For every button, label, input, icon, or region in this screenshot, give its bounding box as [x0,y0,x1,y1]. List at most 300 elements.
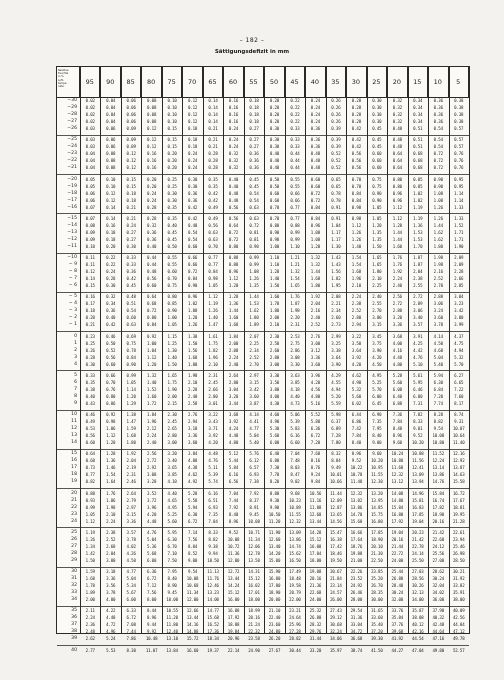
value-cell: 1.87 [413,255,423,260]
value-cell: 1.90 [454,243,464,249]
value-cell: 20.16 [432,518,445,524]
value-cell: 8.82 [208,536,218,542]
value-cell: 1.12 [228,276,239,282]
value-cell: 0.24 [147,190,157,196]
value-cell: 1.04 [331,222,341,228]
value-cell: 0.48 [392,137,402,143]
temperature-cell: 13 [71,433,77,439]
value-cell: 2.31 [126,472,136,478]
value-cell: 4.40 [167,490,177,496]
value-cell: 1.60 [147,393,157,399]
value-cell: 2.97 [249,372,259,378]
value-cell: 0.40 [269,165,280,171]
value-cell: 14.77 [207,608,219,614]
value-cell: 0.55 [290,176,300,182]
value-cell: 1.35 [372,236,382,242]
temperature-cell: 28 [71,550,77,556]
value-cell: 13.86 [350,504,363,510]
value-cell: 6.80 [413,393,423,399]
value-cell: 0.39 [331,144,341,150]
value-cell: 10.00 [166,597,178,603]
value-cell: 0.36 [147,236,157,242]
value-cell: 24.00 [391,557,404,563]
value-cell: 0.12 [85,269,95,275]
value-cell: 5.74 [208,479,218,485]
column-header-5: 5 [449,67,469,97]
value-cell: 8.91 [249,504,259,510]
temperature-cell: −20 [67,176,77,182]
value-cell: 0.72 [187,269,198,275]
value-cell: 39.30 [371,636,383,642]
value-cell: 0.63 [249,204,259,210]
value-cell: 0.64 [392,158,402,164]
value-cell: 30.24 [432,576,445,582]
value-cell: 35.91 [452,590,465,596]
temperature-cell: 29 [71,557,77,563]
value-cell: 0.36 [106,308,116,314]
value-cell: 3.40 [167,458,177,464]
value-cell: 2.24 [147,433,157,439]
value-cell: 23.85 [371,569,383,574]
value-cell: 1.92 [392,269,402,275]
value-cell: 2.99 [331,333,341,339]
value-cell: 2.76 [187,412,198,417]
value-cell: 0.98 [351,204,362,210]
temperature-cell: 2 [74,347,77,353]
value-cell: 0.28 [351,119,362,125]
value-cell: 2.10 [187,379,198,385]
value-cell: 9.84 [310,479,321,485]
value-cell: 12.09 [330,497,342,503]
value-cell: 2.15 [167,400,177,406]
value-cell: 0.84 [187,276,198,282]
value-cell: 1.10 [290,243,300,249]
value-cell: 11.20 [268,518,281,524]
value-cell: 1.61 [208,333,218,339]
value-cell: 0.81 [249,229,259,235]
value-cell: 1.70 [269,301,280,307]
value-cell: 0.56 [351,158,362,164]
value-cell: 3.45 [372,333,382,339]
value-cell: 0.84 [310,215,321,221]
value-cell: 0.60 [167,269,177,275]
value-cell: 6.36 [310,426,321,432]
value-cell: 19.58 [289,583,301,589]
value-cell: 1.65 [372,255,382,260]
value-cell: 0.06 [85,190,95,196]
value-cell: 0.36 [147,229,157,235]
value-cell: 9.54 [187,569,198,574]
value-cell: 1.20 [269,269,280,275]
value-cell: 2.25 [249,340,259,346]
value-cell: 0.76 [454,165,464,171]
value-cell: 0.84 [310,204,321,210]
value-cell: 2.76 [310,333,321,339]
value-cell: 9.24 [310,472,321,478]
value-cell: 0.78 [331,190,341,196]
value-cell: 2.24 [351,294,362,300]
value-cell: 14.16 [186,622,199,628]
value-cell: 40.09 [452,608,465,614]
value-cell: 30.21 [452,569,465,574]
stub-header-line: Luft- [58,78,64,82]
value-cell: 38.08 [412,615,424,621]
value-cell: 2.21 [331,301,341,307]
value-cell: 0.32 [392,98,402,103]
value-cell: 1.70 [413,243,423,249]
value-cell: 25.96 [289,622,301,628]
value-cell: 3.65 [167,465,177,471]
value-cell: 0.24 [147,197,157,203]
value-cell: 0.28 [208,158,218,164]
value-cell: 0.22 [290,112,300,118]
value-cell: 0.52 [331,158,341,164]
value-cell: 0.08 [85,222,95,228]
value-cell: 35.84 [391,615,404,621]
value-cell: 14.00 [207,597,219,603]
value-cell: 0.08 [106,165,116,171]
value-cell: 8.52 [187,550,198,556]
value-cell: 8.74 [454,412,464,417]
value-cell: 3.60 [433,315,443,321]
value-cell: 1.25 [167,340,177,346]
value-cell: 1.40 [147,379,157,385]
temperature-cell: 7 [74,386,77,392]
value-cell: 2.10 [208,361,218,367]
value-cell: 1.40 [269,276,280,282]
value-cell: 2.64 [126,490,136,496]
value-cell: 0.93 [85,497,95,503]
value-cell: 3.64 [351,347,362,353]
temperature-cell: − 8 [68,269,77,275]
temperature-cell: 18 [71,472,77,478]
value-cell: 0.08 [147,98,157,103]
value-cell: 44.64 [432,629,445,635]
value-cell: 0.18 [106,229,116,235]
value-cell: 1.56 [331,269,341,275]
value-cell: 10.20 [412,440,424,446]
value-cell: 0.26 [331,98,341,103]
value-cell: 32.24 [330,629,342,635]
value-cell: 0.78 [126,347,136,353]
column-rule [203,67,204,633]
value-cell: 9.90 [269,504,280,510]
column-rule [408,67,409,633]
value-cell: 2.09 [454,255,464,260]
value-cell: 1.68 [85,576,95,582]
temperature-cell: −18 [67,190,77,196]
value-cell: 0.18 [85,308,95,314]
temperature-cell: − 5 [68,294,77,300]
value-cell: 1.92 [310,294,321,300]
value-cell: 1.12 [106,433,116,439]
value-cell: 0.90 [269,229,280,235]
value-cell: 2.80 [269,354,280,360]
value-cell: 2.34 [249,347,259,353]
value-cell: 4.60 [269,412,280,417]
value-cell: 2.38 [413,276,423,282]
value-cell: 15.58 [452,479,465,485]
value-cell: 13.84 [166,647,178,653]
value-cell: 17.42 [330,543,342,549]
value-cell: 0.84 [351,197,362,203]
value-cell: 41.50 [371,647,383,653]
value-cell: 15.72 [186,636,199,642]
value-cell: 2.80 [351,315,362,321]
value-cell: 0.18 [106,236,116,242]
temperature-cell: − 7 [68,276,77,282]
value-cell: 0.35 [167,215,177,221]
value-cell: 1.78 [85,583,95,589]
value-cell: 7.10 [167,550,177,556]
value-cell: 0.30 [372,98,382,103]
value-cell: 0.65 [331,176,341,182]
value-cell: 5.60 [269,433,280,439]
value-cell: 1.68 [310,276,321,282]
value-cell: 23.60 [268,622,281,628]
value-cell: 0.02 [85,105,95,111]
column-rule [346,67,347,633]
value-cell: 17.36 [207,629,219,635]
value-cell: 4.40 [290,393,300,399]
value-cell: 0.39 [331,137,341,143]
value-cell: 30.00 [371,597,383,603]
value-cell: 47.16 [432,636,445,642]
value-cell: 16.66 [350,529,363,535]
value-cell: 0.35 [167,204,177,210]
value-cell: 9.38 [208,543,218,549]
value-cell: 1.35 [249,283,259,289]
value-cell: 49.80 [432,647,445,653]
value-cell: 6.44 [351,412,362,417]
value-cell: 0.68 [413,158,423,164]
value-cell: 11.20 [166,615,178,621]
value-cell: 11.80 [166,622,178,628]
value-cell: 31.44 [309,636,322,642]
value-cell: 22.00 [289,597,301,603]
value-cell: 2.60 [269,347,280,353]
value-cell: 26.46 [350,590,363,596]
value-cell: 0.60 [310,183,321,189]
value-cell: 0.12 [147,126,157,132]
value-cell: 0.88 [228,262,239,268]
value-cell: 13.50 [248,557,260,563]
value-cell: 0.30 [372,119,382,125]
temperature-cell: − 2 [68,315,77,321]
value-cell: 12.40 [166,629,178,635]
value-cell: 2.70 [249,361,259,367]
value-cell: 18.99 [248,608,260,614]
value-cell: 1.44 [249,294,259,300]
value-cell: 0.92 [106,412,116,417]
value-cell: 1.05 [372,204,382,210]
value-cell: 1.21 [290,262,300,268]
value-cell: 2.52 [310,322,321,328]
value-cell: 8.04 [187,543,198,549]
value-cell: 0.36 [310,137,321,143]
value-cell: 0.32 [228,165,239,171]
value-cell: 0.22 [290,98,300,103]
value-cell: 11.34 [248,536,260,542]
value-cell: 5.04 [433,354,443,360]
value-cell: 9.01 [413,426,423,432]
value-cell: 30.26 [412,583,424,589]
value-cell: 7.35 [208,511,218,517]
value-cell: 0.51 [413,144,423,150]
value-cell: 0.56 [351,165,362,171]
value-cell: 0.55 [290,183,300,189]
value-cell: 2.40 [310,315,321,321]
value-cell: 0.75 [372,183,382,189]
value-cell: 21.44 [391,543,404,549]
value-cell: 9.92 [147,629,157,635]
value-cell: 17.92 [391,518,404,524]
value-cell: 0.60 [310,176,321,182]
value-cell: 0.45 [126,283,136,289]
value-cell: 0.57 [454,126,464,132]
temperature-cell: −15 [67,215,77,221]
value-cell: 16.08 [309,543,322,549]
column-header-20: 20 [387,67,407,97]
value-cell: 4.14 [249,412,259,417]
value-cell: 1.12 [85,518,95,524]
value-cell: 0.12 [106,190,116,196]
stub-header-line: tempe- [58,81,68,85]
value-cell: 31.36 [350,615,363,621]
value-cell: 0.21 [85,322,95,328]
value-cell: 24.64 [289,615,301,621]
value-cell: 0.72 [249,222,259,228]
value-cell: 47.04 [412,647,424,653]
value-cell: 0.38 [454,119,464,125]
value-cell: 9.00 [187,557,198,563]
value-cell: 14.96 [412,490,424,496]
value-cell: 28.62 [432,569,445,574]
value-cell: 6.65 [454,379,464,385]
value-cell: 0.24 [310,112,321,118]
value-cell: 0.27 [249,126,259,132]
value-cell: 10.64 [452,433,465,439]
stub-header-line: Feuchte [58,72,69,76]
value-cell: 11.90 [268,529,281,535]
value-cell: 1.50 [372,243,382,249]
value-cell: 0.48 [310,158,321,164]
value-cell: 1.20 [106,440,116,446]
value-cell: 3.43 [208,419,218,425]
value-cell: 34.06 [330,636,342,642]
temperature-cell: 17 [71,465,77,471]
value-cell: 32.00 [391,597,404,603]
value-cell: 0.45 [372,126,382,132]
value-cell: 0.08 [147,119,157,125]
value-cell: 16.80 [371,518,383,524]
value-cell: 1.40 [167,354,177,360]
value-cell: 0.32 [147,222,157,228]
value-cell: 5.40 [433,361,443,367]
value-cell: 0.90 [249,243,259,249]
value-cell: 0.48 [187,222,198,228]
value-cell: 0.72 [433,151,443,157]
column-header-85: 85 [121,67,141,97]
value-cell: 2.62 [85,636,95,642]
value-cell: 3.91 [413,333,423,339]
value-cell: 0.20 [269,119,280,125]
column-rule [367,67,368,633]
value-cell: 0.14 [208,105,218,111]
value-cell: 4.48 [147,518,157,524]
value-cell: 0.56 [208,222,218,228]
value-cell: 20.23 [412,529,424,535]
value-cell: 0.34 [413,119,423,125]
value-cell: 0.22 [106,262,116,268]
value-cell: 1.20 [187,315,198,321]
value-cell: 6.93 [208,504,218,510]
value-cell: 26.88 [391,576,404,582]
value-cell: 4.18 [290,386,300,392]
value-cell: 13.02 [350,497,363,503]
value-cell: 0.08 [106,151,116,157]
value-cell: 0.09 [85,236,95,242]
value-cell: 19.08 [309,569,322,574]
value-cell: 18.90 [268,590,281,596]
value-cell: 1.92 [126,451,136,457]
value-cell: 0.60 [372,165,382,171]
value-cell: 13.10 [166,636,178,642]
value-cell: 1.96 [147,419,157,425]
temperature-cell: −12 [67,236,77,242]
value-cell: 0.91 [331,215,341,221]
value-cell: 0.28 [106,276,116,282]
value-cell: 0.06 [126,119,136,125]
value-cell: 2.24 [106,518,116,524]
value-cell: 0.04 [106,119,116,125]
value-cell: 6.12 [249,458,259,464]
value-cell: 14.88 [186,629,199,635]
value-cell: 1.14 [454,197,464,203]
value-cell: 3.64 [331,354,341,360]
value-cell: 2.80 [167,433,177,439]
value-cell: 0.90 [433,183,443,189]
value-cell: 3.22 [351,333,362,339]
value-cell: 28.56 [412,576,424,582]
value-cell: 0.54 [433,144,443,150]
value-cell: 0.36 [187,197,198,203]
value-cell: 10.66 [330,479,342,485]
value-cell: 40.12 [412,622,424,628]
value-cell: 5.70 [454,361,464,367]
value-cell: 0.09 [126,144,136,150]
value-cell: 42.56 [452,615,465,621]
value-cell: 35.40 [371,622,383,628]
value-cell: 4.24 [228,426,239,432]
value-cell: 0.90 [269,236,280,242]
value-cell: 9.00 [372,440,382,446]
temperature-cell: 37 [71,622,77,628]
value-cell: 24.00 [309,597,322,603]
value-cell: 6.30 [167,536,177,542]
value-cell: 29.12 [330,615,342,621]
value-cell: 29.54 [350,608,363,614]
value-cell: 0.80 [147,315,157,321]
value-cell: 26.98 [452,550,465,556]
value-cell: 1.00 [167,315,177,321]
value-cell: 2.89 [413,301,423,307]
value-cell: 16.88 [227,608,240,614]
value-cell: 0.82 [85,479,95,485]
value-cell: 0.66 [187,255,198,260]
value-cell: 1.08 [433,197,443,203]
value-cell: 6.51 [208,497,218,503]
